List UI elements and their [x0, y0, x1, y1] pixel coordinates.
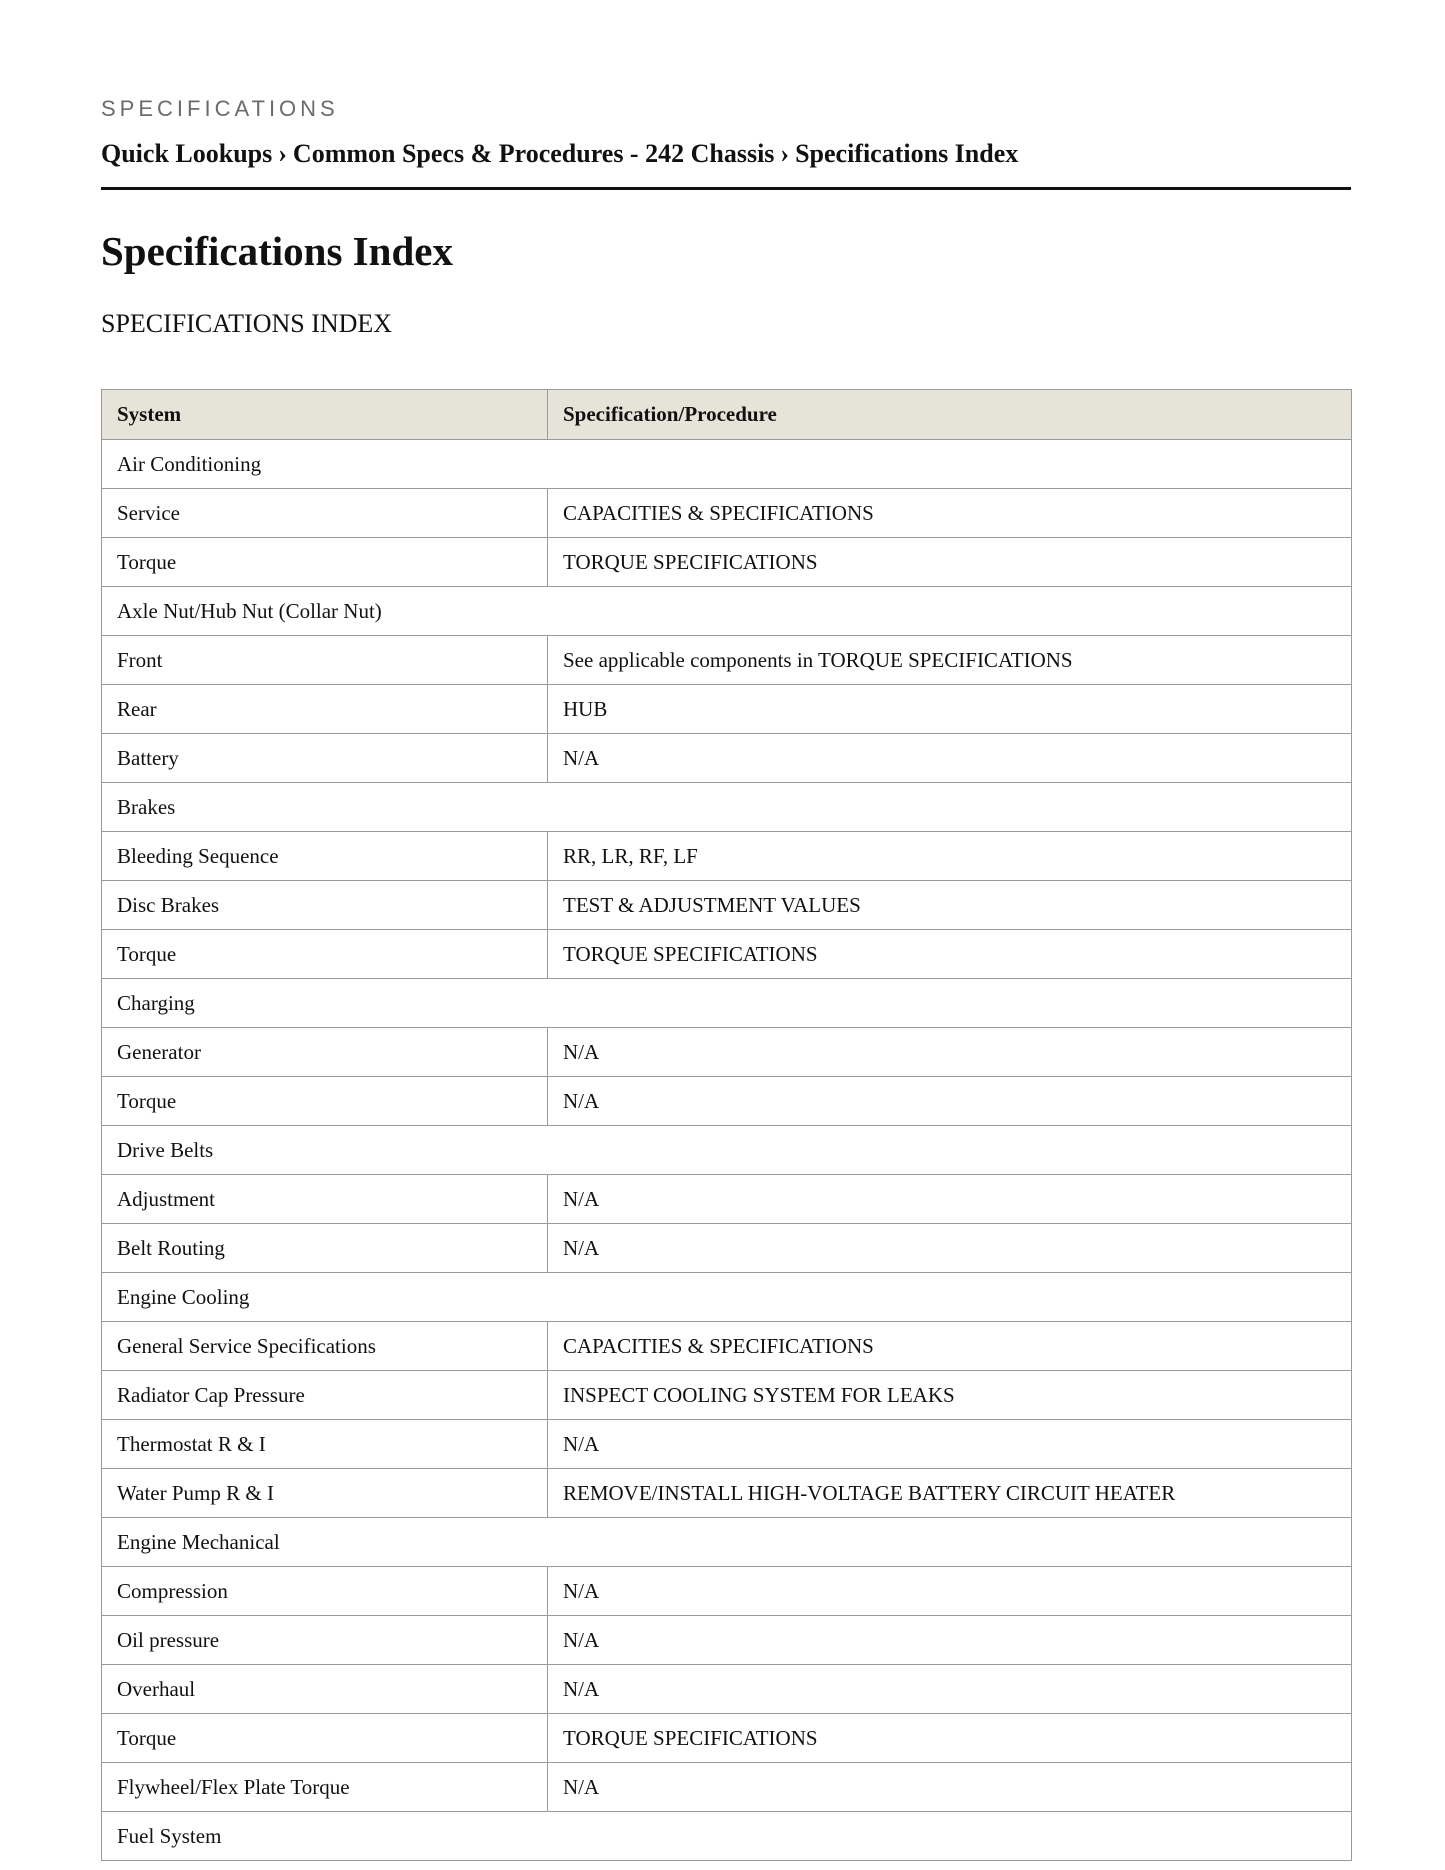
system-cell: Front: [102, 636, 548, 685]
spec-cell: N/A: [548, 734, 1352, 783]
spec-cell[interactable]: RR, LR, RF, LF: [548, 832, 1352, 881]
table-row: [102, 1371, 1352, 1420]
spec-cell: N/A: [548, 1077, 1352, 1126]
table-row: [102, 1175, 1352, 1224]
table-row: [102, 489, 1352, 538]
spec-cell[interactable]: INSPECT COOLING SYSTEM FOR LEAKS: [548, 1371, 1352, 1420]
table-row: [102, 1322, 1352, 1371]
system-cell: Battery: [102, 734, 548, 783]
spec-cell: N/A: [548, 1665, 1352, 1714]
specifications-table: [101, 389, 1352, 1861]
system-cell: Service: [102, 489, 548, 538]
spec-cell[interactable]: TORQUE SPECIFICATIONS: [548, 1714, 1352, 1763]
column-header-specification: Specification/Procedure: [548, 390, 1352, 440]
breadcrumb: [101, 138, 1018, 170]
table-row: [102, 685, 1352, 734]
spec-cell[interactable]: HUB: [548, 685, 1352, 734]
table-row: [102, 636, 1352, 685]
table-group-row: [102, 1518, 1352, 1567]
breadcrumb-separator: ›: [780, 139, 790, 168]
system-cell: Radiator Cap Pressure: [102, 1371, 548, 1420]
group-label: Drive Belts: [102, 1126, 1352, 1175]
table-row: [102, 1714, 1352, 1763]
system-cell: Generator: [102, 1028, 548, 1077]
breadcrumb-item-current: Specifications Index: [795, 139, 1019, 168]
group-label: Engine Cooling: [102, 1273, 1352, 1322]
table-row: [102, 930, 1352, 979]
column-header-system: System: [102, 390, 548, 440]
system-cell: Belt Routing: [102, 1224, 548, 1273]
table-group-row: [102, 979, 1352, 1028]
page-subtitle: SPECIFICATIONS INDEX: [101, 309, 393, 338]
spec-cell: N/A: [548, 1175, 1352, 1224]
system-cell: Torque: [102, 930, 548, 979]
table-body: [102, 440, 1352, 1861]
system-cell: Water Pump R & I: [102, 1469, 548, 1518]
breadcrumb-separator: ›: [278, 139, 287, 168]
group-label: Axle Nut/Hub Nut (Collar Nut): [102, 587, 1352, 636]
table-group-row: [102, 1273, 1352, 1322]
spec-cell: N/A: [548, 1567, 1352, 1616]
system-cell: Torque: [102, 538, 548, 587]
spec-cell[interactable]: CAPACITIES & SPECIFICATIONS: [548, 489, 1352, 538]
table-row: [102, 881, 1352, 930]
system-cell: Bleeding Sequence: [102, 832, 548, 881]
table-row: [102, 1028, 1352, 1077]
table-group-row: [102, 440, 1352, 489]
spec-cell[interactable]: CAPACITIES & SPECIFICATIONS: [548, 1322, 1352, 1371]
table-group-row: [102, 587, 1352, 636]
table-row: [102, 1665, 1352, 1714]
system-cell: Overhaul: [102, 1665, 548, 1714]
spec-cell[interactable]: TORQUE SPECIFICATIONS: [548, 930, 1352, 979]
table-group-row: [102, 1812, 1352, 1861]
group-label: Charging: [102, 979, 1352, 1028]
spec-cell[interactable]: TEST & ADJUSTMENT VALUES: [548, 881, 1352, 930]
group-label: Brakes: [102, 783, 1352, 832]
breadcrumb-item-common-specs[interactable]: Common Specs & Procedures - 242 Chassis: [292, 139, 775, 168]
table-row: [102, 1763, 1352, 1812]
system-cell: General Service Specifications: [102, 1322, 548, 1371]
table-row: [102, 1077, 1352, 1126]
spec-cell: N/A: [548, 1420, 1352, 1469]
table-row: [102, 1616, 1352, 1665]
table-row: [102, 1420, 1352, 1469]
group-label: Air Conditioning: [102, 440, 1352, 489]
spec-cell[interactable]: See applicable components in TORQUE SPECIFICATIONS: [548, 636, 1352, 685]
spec-cell: N/A: [548, 1028, 1352, 1077]
table-group-row: [102, 1126, 1352, 1175]
page-title: Specifications Index: [101, 228, 453, 274]
system-cell: Torque: [102, 1077, 548, 1126]
system-cell: Rear: [102, 685, 548, 734]
system-cell: Flywheel/Flex Plate Torque: [102, 1763, 548, 1812]
table-row: [102, 1567, 1352, 1616]
table-row: [102, 1469, 1352, 1518]
system-cell: Adjustment: [102, 1175, 548, 1224]
system-cell: Oil pressure: [102, 1616, 548, 1665]
spec-cell[interactable]: REMOVE/INSTALL HIGH-VOLTAGE BATTERY CIRCUIT HEATER: [548, 1469, 1352, 1518]
table-row: [102, 734, 1352, 783]
system-cell: Compression: [102, 1567, 548, 1616]
spec-cell: N/A: [548, 1763, 1352, 1812]
group-label: Fuel System: [102, 1812, 1352, 1861]
group-label: Engine Mechanical: [102, 1518, 1352, 1567]
system-cell: Torque: [102, 1714, 548, 1763]
table-group-row: [102, 783, 1352, 832]
system-cell: Thermostat R & I: [102, 1420, 548, 1469]
system-cell: Disc Brakes: [102, 881, 548, 930]
table-row: [102, 538, 1352, 587]
table-header-row: [102, 390, 1352, 440]
table-row: [102, 832, 1352, 881]
header-divider: [101, 187, 1351, 190]
spec-cell: N/A: [548, 1616, 1352, 1665]
section-kicker: SPECIFICATIONS: [101, 96, 339, 121]
breadcrumb-item-quick-lookups[interactable]: Quick Lookups: [101, 139, 273, 168]
spec-cell: N/A: [548, 1224, 1352, 1273]
table-row: [102, 1224, 1352, 1273]
spec-cell[interactable]: TORQUE SPECIFICATIONS: [548, 538, 1352, 587]
